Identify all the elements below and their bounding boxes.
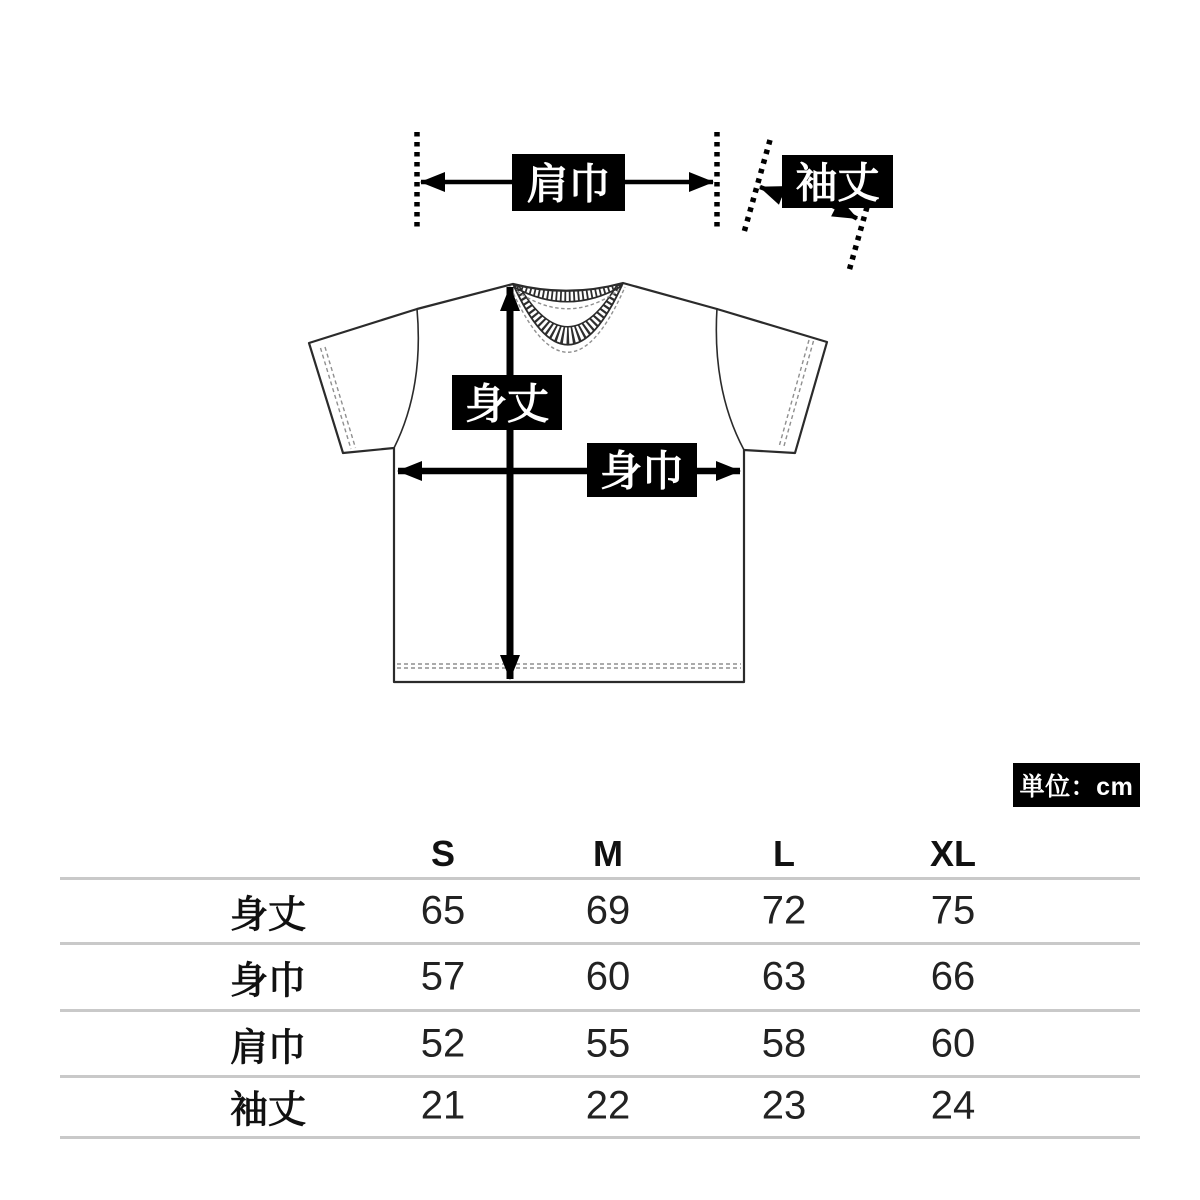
table-cell: 22 — [585, 1083, 631, 1128]
sleeve-length-arrow-upper — [760, 187, 784, 196]
table-cell: 75 — [930, 888, 976, 933]
sleeve-length-dimension — [743, 140, 893, 271]
table-cell: 58 — [761, 1021, 807, 1066]
table-cell: 57 — [420, 954, 466, 999]
table-cell: 52 — [420, 1021, 466, 1066]
table-cell: 23 — [761, 1083, 807, 1128]
table-divider — [60, 942, 1140, 945]
table-divider — [60, 877, 1140, 880]
size-column-header-m: M — [593, 833, 623, 874]
body-length-label: 身丈 — [464, 380, 550, 428]
size-column-header-xl: XL — [929, 833, 977, 874]
row-label-shoulder-width: 肩巾 — [229, 1027, 307, 1070]
table-divider — [60, 1009, 1140, 1012]
table-divider — [60, 1136, 1140, 1139]
table-cell: 72 — [761, 888, 807, 933]
table-divider — [60, 1075, 1140, 1078]
row-label-body-width: 身巾 — [229, 960, 307, 1003]
table-cell: 66 — [930, 954, 976, 999]
table-cell: 60 — [585, 954, 631, 999]
row-label-sleeve-length: 袖丈 — [229, 1089, 307, 1132]
table-cell: 55 — [585, 1021, 631, 1066]
table-cell: 24 — [930, 1083, 976, 1128]
table-cell: 21 — [420, 1083, 466, 1128]
sleeve-length-label: 袖丈 — [795, 159, 880, 207]
row-label-body-length: 身丈 — [229, 894, 307, 937]
shoulder-width-label: 肩巾 — [526, 160, 611, 208]
tshirt-illustration — [309, 283, 827, 682]
table-cell: 69 — [585, 888, 631, 933]
table-cell: 63 — [761, 954, 807, 999]
body-width-label: 身巾 — [599, 447, 685, 495]
shoulder-width-dimension — [417, 132, 717, 232]
unit-badge: 単位：cm — [1013, 763, 1140, 807]
table-cell: 65 — [420, 888, 466, 933]
table-cell: 60 — [930, 1021, 976, 1066]
size-column-header-s: S — [430, 833, 456, 874]
size-column-header-l: L — [773, 833, 795, 874]
